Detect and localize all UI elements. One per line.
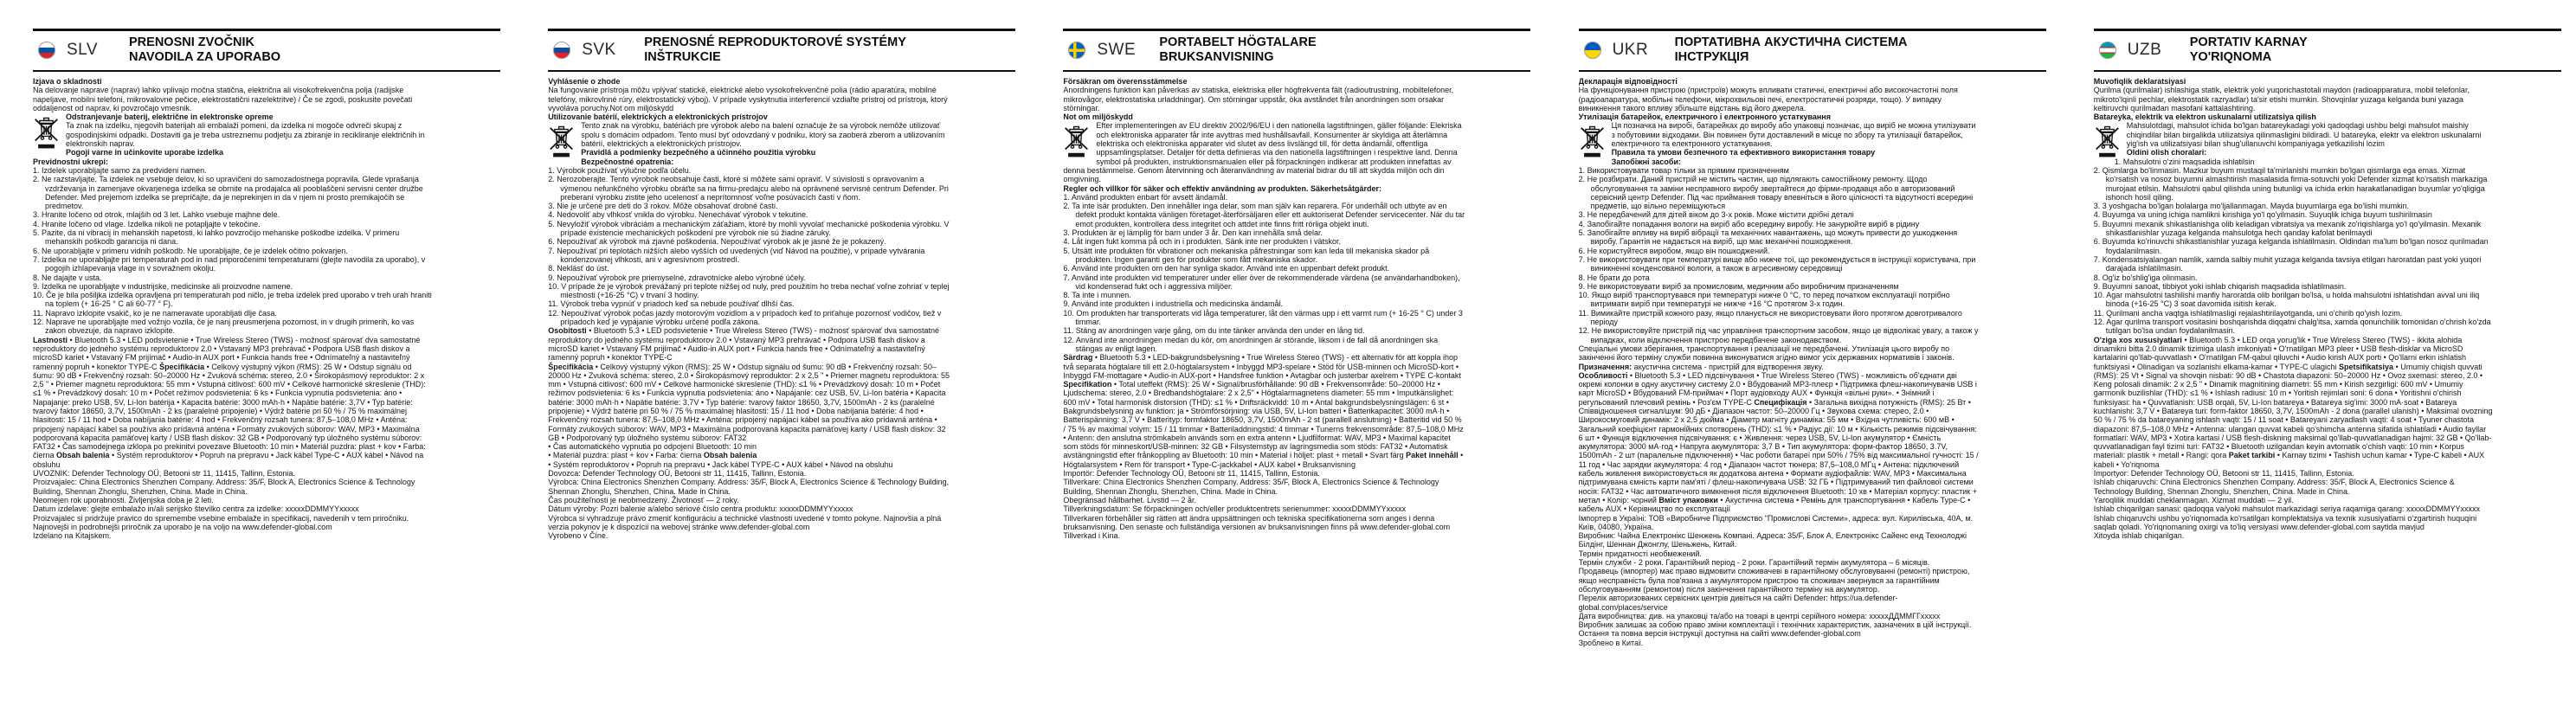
paragraph: Särdrag • Bluetooth 5.3 • LED-bakgrundsbelysning • True Wireless Stereo (TWS) - ett alternativ för att koppla ihop två separata högtalare till ett 2.0-högtalarsystem • Inbyggd MP3-spelare • Stöd för USB-minnen och MicroSD-kort • Inbyggd FM-mottagare • Audio-in AUX-port • Handsfree funktion • Avtagbar och justerbar axelrem • TYPE C-kontakt Specifikation • Total uteffekt (RMS): 25 W • Signal/brusförhållande: 90 dB • Frekvensområde: 50–20000 Hz • Ljudschema: stereo, 2.0 • Bredbandshögtalare: 2 x 2,5" • Högtalarmagnetens diameter: 55 mm • Imputkänslighet: 600 mV • Total harmonisk distorsion (THD): ≤1 % • Driftsräckvidd: 10 m • Antal bakgrundsbelysningslägen: 6 st • Bakgrundsbelysning av funktion: ja • Strömförsörjning: via USB, 5V, Li-Ion batteri • Batterikapacitet: 3000 mA·h • Batterispänning: 3,7 V • Batterityp: formfaktor 18650, 3,7V, 1500mAh - 2 st (parallell anslutning) • Batteritid vid 50 % / 75 % av maximal volym: 15 / 11 timmar • Batteriladdningstid: 4 timmar • Tunerns frekvensområde: 87,5–108,0 MHz • Antenn: den anslutna strömkabeln används som en extra antenn • Ljudfilformat: WAV, MP3 • Maximal kapacitet som stöds för minneskort/USB-minnen: 32 GB • Filsystemstyp av lagringsmedia som stöds: FAT32 • Automatisk avstängningstid efter frånkoppling av Bluetooth: 10 min • Material i höljet: plast + metall • Svart färg Paket innehåll • Högtalarsystem • Rem för transport • Type-C-jackkabel • AUX kabel • Bruksanvisning (1063, 353, 1464, 469)
weee-paragraph: Tento znak na výrobku, batériách pre výrobok alebo na balení označuje že sa výrobok nemôže utilizovať spolu s domácim odpadom. Tento musí byť odovzdaný v podniku, ktorý sa zaoberá zberom a utilizovaním batérií, elektrických a elektronických prístrojov. Pravidlá a podmienky bezpečného a účinného použitia výrobku Bezpečnostné opatrenia: (548, 121, 950, 165)
slovenia-flag-icon (38, 42, 55, 59)
paragraph: Перелік авторизованих сервісних центрів дивіться на сайті Defender: https://ua.defender-global.com/places/service (1578, 594, 1898, 612)
weee-bin-icon (2095, 122, 2120, 162)
paragraph: • Systém reproduktorov • Popruh na prepravu • Jack kábel TYPE-C • AUX kábel • Návod na obsluhu (548, 459, 893, 469)
list-item: 6. Använd inte produkten om den har synliga skador. Använd inte en uppenbart defekt produkt. (1063, 264, 1390, 273)
language-code: UKR (1612, 41, 1649, 59)
list-item: 9. Använd inte produkten i industriella och medicinska ändamål. (1063, 299, 1284, 309)
ukraine-flag-icon (1584, 42, 1601, 59)
list-item: 12. Använd inte anordningen medan du kör, om anordningen är störande, liksom i de fall då anordningen ska stängas av enligt lagen. (1063, 335, 1439, 353)
paragraph: Дата виробництва: див. на упаковці та/або на товарі в центрі серійного номера: xxxxxДДММГГxxxxx (1578, 611, 1941, 620)
header-bottom-divider (1063, 70, 1530, 73)
paragraph: Na delovanje naprave (naprav) lahko vplivajo močna statična, električna ali visokofrekvenčna polja (radijske napeljave, mobilni telefoni, mikrovalovne pečice, elektrostatični razelektritve) / Če se zgodi, poskusite povečati oddaljenost od naprav, ki povzročajo vmesnik. (33, 86, 413, 112)
column-ukr (1546, 0, 2061, 726)
paragraph: Qurilma (qurilmalar) ishlashiga statik, elektrik yoki yuqorichastotali maydon (radioapparatura, mobil telefonlar, mikroto'lqinli pechlar, elektrostatik razryadlar) ta'sir etishi mumkin. Shovqinlar yuzaga kelganda buni yazaga keltiruvchi qurilmadan masofani kattalashtiring. (2093, 86, 2470, 112)
weee-bin-icon (34, 113, 59, 153)
document-subtitle: BRUKSANVISNING (1159, 50, 1274, 64)
list-item: 11. Stäng av anordningen varje gång, om du inte tänker använda den under en lång tid. (1063, 326, 1365, 336)
column-body (548, 77, 950, 540)
paragraph: Виробник: Чайна Електронікс Шенжень Компані. Адреса: 35/F, Блок А, Електронікс Сайенс енд Технолоджі Білдінг, Шеннан Джонглу, Шеньжень, Китай. (1578, 531, 1967, 549)
paragraph: Yaroqlilik muddati cheklanmagan. Xizmat muddati — 2 yil. (2093, 495, 2294, 504)
list-item: 4. Buyumga va uning ichiga namlikni kirishiga yo'l qo'yilmasin. Suyuqlik ichiga buyum tushirilmasin (2093, 210, 2432, 220)
header-bottom-divider (2094, 70, 2561, 73)
list-item: 9. Izdelka ne uporabljajte v industrijske, medicinske ali proizvodne namene. (33, 281, 293, 291)
list-item: 1. Výrobok používať výlučne podľa účelu. (548, 165, 692, 175)
paragraph: Čas použiteľnosti je neobmedzený. Životnosť — 2 roky. (548, 495, 739, 504)
paragraph: Anordningens funktion kan påverkas av statiska, elektriska eller högfrekventa fält (radioutrustning, mobiltelefoner, mikrovågor, elektrostatiska urladdningar). Om störningar uppstår, öka avståndet från anordningen som orsakar störningar. (1063, 86, 1454, 112)
document-subtitle: NAVODILA ZA UPORABO (129, 50, 281, 64)
column-header (1579, 31, 2046, 70)
column-slv (0, 0, 515, 726)
paragraph: На функціонування пристрою (пристроїв) можуть впливати статичні, електричні або високочастотні поля (радіоапаратура, мобільні телефони, мікрохвильові печі, електростатичні розряди, тощо). У випадку виникнення такого впливу збільште відстань від його джерела. (1578, 86, 1958, 112)
paragraph: Ishlab chiqaruvchi: China Electronics Shenzhen Company. Address: 35/F, Block A, Electronics Science & Technology Building, Shennan Zhonglu, Shenzhen, China. Made in China. (2093, 478, 2455, 496)
header-bottom-divider (548, 70, 1015, 73)
list-item: 12. Не використовуйте пристрій під час управління транспортним засобом, якщо це відволікає увагу, а також у випадках, коли відключення пристрою передбачене законодавством. (1578, 326, 1979, 344)
list-item: 10. Če je bila pošiljka izdelka opravljena pri temperaturah pod ničlo, je treba izdelek pred uporabo v treh urah hraniti na toplem (+ 16-25 ° C ali 60-77 ° F). (33, 291, 432, 309)
paragraph: Остання та повна версія інструкції доступна на сайті www.defender-global.com (1578, 629, 1861, 639)
list-item: 3. Hranite ločeno od otrok, mlajših od 3 let. Lahko vsebuje majhne dele. (33, 210, 280, 220)
list-item: 9. Buyumni sanoat, tibbiyot yoki ishlab chiqarish maqsadida ishlatilmasin. (2093, 281, 2347, 291)
list-item: 4. Запобігайте попадання вологи на виріб або всередину виробу. Не занурюйте виріб в рідину (1578, 219, 1920, 228)
list-item: 7. Nepoužívať pri teplotách nižších alebo vyšších od uvedených (viď Návod na použitie), v prípade vytvárania kondenzovanej vlhkosti, ani v agresívnom prostredí. (548, 246, 925, 264)
list-item: 1. Använd produkten enbart för avsett ändamål. (1063, 192, 1227, 202)
product-title: ПОРТАТИВНА АКУСТИЧНА СИСТЕМА (1674, 35, 1908, 49)
product-title: PRENOSNI ZVOČNIK (129, 35, 255, 49)
section-heading: Izjava o skladnosti (33, 77, 102, 86)
product-title: PORTABELT HÖGTALARE (1159, 35, 1317, 49)
list-item: 11. Вимикайте пристрій кожного разу, якщо планується не використовувати його протягом довготривалого періоду (1578, 308, 1962, 327)
list-item: 2. Ta inte isär produkten. Den innehåller inga delar, som man själv kan reparera. För underhåll och utbyte av en defekt produkt kontakta vänligen företaget-återförsäljaren eller ett auktoriserat Defender servicecenter. När du tar emot produkten, kontrollera dess integritet och attdet inte finns fritt rörliga objekt inuti. (1063, 202, 1465, 228)
column-body (2094, 77, 2496, 540)
title-block (644, 35, 906, 66)
column-body (1579, 77, 1980, 647)
list-item: 2. Qismlarga bo'linmasin. Mazkur buyum mustaqil ta'mirlanishi mumkin bo'lgan qismlarga ega emas. Xizmat ko'rsatish va nosoz buyumni almashtirish masalasida firma-sotuvchi yoki Defender xizmat ko'rsatish markaziga murojaat etilsin. Mahsulotni qabul qilishda uning butunligi va ichida erkin harakatlanadigan buyumlar yo'qligiga ishonch hosil qiling. (2093, 165, 2488, 202)
list-item: 3. Не передбачений для дітей віком до 3-х років. Може містити дрібні деталі (1578, 210, 1854, 220)
language-code: SVK (582, 41, 616, 59)
list-item: 6. Не користуйтеся виробом, якщо він пошкоджений. (1578, 246, 1770, 255)
paragraph: Importör: Defender Technology OÜ, Betooni str 11, 11415, Tallinn, Estonia. (1063, 469, 1320, 479)
paragraph: Proizvajalec si pridržuje pravico do spremembe vsebine embalaže in specifikacij, navedenih v tem priročniku. Najnovejši in podrobnejši priročnik za uporabo je na voljo na www.defender-global.com (33, 513, 409, 531)
list-item: 5. Запобігайте впливу на виріб вібрації та механічних навантажень, що можуть привести до ушкодження виробу. Гарантія не надається на виріб, що має механічні пошкодження. (1578, 228, 1958, 247)
paragraph: Призначення: акустична система - пристрій для відтворення звуку. (1578, 362, 1824, 371)
column-header (1063, 31, 1530, 70)
language-code: SWE (1097, 41, 1137, 59)
list-item: 12. Naprave ne uporabljajte med vožnjo vozila, če je nanj preusmerjena pozornost, in v drugih primerih, ko vas zakon obvezuje, da napravo izklopite. (33, 318, 415, 336)
list-item: 3. Produkten är ej lämplig för barn under 3 år. Den kan innehålla små delar. (1063, 228, 1323, 238)
document-subtitle: ІНСТРУКЦІЯ (1674, 50, 1749, 64)
list-item: 11. Napravo izklopite vsakič, ko je ne nameravate uporabljati dlje časa. (33, 308, 277, 318)
section-heading: Декларація відповідності (1578, 77, 1678, 86)
paragraph: Izdelano na Kitajskem. (33, 531, 112, 541)
list-item: 2. Ne razstavljajte. Ta izdelek ne vsebuje delov, ki so upravičeni do samozadostnega popravila. Glede vprašanja vzdrževanja in zamenjave okvarjenega izdelka se obrnite na prodajalca ali pooblaščeni servisni center družbe Defender. Med prejemom izdelka se prepričajte, da je neprekinjen in da v njem ni prosto premikajočih se predmetov. (33, 175, 423, 211)
list-item: 8. Ne dajajte v usta. (33, 273, 102, 282)
header-bottom-divider (33, 70, 500, 73)
header-bottom-divider (1579, 70, 2046, 73)
list-item: 3. 3 yoshgacha bo'lgan bolalarga mo'ljallanmagan. Mayda buyumlarga ega bo'lishi mumkin. (2093, 202, 2410, 211)
list-item: 8. Neklásť do úst. (548, 264, 609, 273)
section-heading: Vyhlásenie o zhode (548, 77, 621, 86)
title-block (1159, 35, 1316, 66)
list-item: 12. Nepoužívať výrobok počas jazdy motorovým vozidlom a v prípadoch keď to priťahuje pozornosť vodičov, tiež v prípadoch keď je vypájanie výrobku určené podľa zákona. (548, 308, 942, 327)
paragraph: Виробник залишає за собою право зміни комплектації і технічних характеристик, зазначених в цій інструкції. (1578, 620, 1972, 630)
section-heading: Утилізація батарейок, електричного і електронного устаткування (1578, 112, 1831, 122)
uzbekistan-flag-icon (2099, 42, 2116, 59)
paragraph: Tillverkare: China Electronics Shenzhen Company. Address: 35/F, Block A, Electronics Science & Technology Building, Shennan Zhonglu, Shenzhen, China. Made in China. (1063, 478, 1439, 496)
title-block (2190, 35, 2308, 66)
section-heading: Muvofiqlik deklaratsiyasi (2093, 77, 2186, 86)
paragraph: Osobitosti • Bluetooth 5.3 • LED podsvietenie • True Wireless Stereo (TWS) - možnosť spárovať dva samostatné reproduktory do jedného systému reproduktorov 2.0 • Vstavaný MP3 prehrávač • Podpora USB flash diskov a microSD kariet • Vstavaný FM prijímač • Audio-in AUX port • Funkcia hands free • Odnímateľný a nastaviteľný ramenný popruh • konektor TYPE-C (548, 326, 940, 363)
paragraph: Спеціальні умови зберігання, транспортування і реалізації не передбачені. Утилізація цього виробу по закінченні його терміну служби повинна виконуватися згідно вимог усіх державних нормативів і законів. (1578, 344, 1955, 363)
weee-paragraph: Odstranjevanje baterij, električne in elektronske opreme Ta znak na izdelku, njegovih baterijah ali embalaži pomeni, da izdelka ni mogoče odvreči skupaj z gospodinjskimi odpadki. Dostaviti ga je treba ustreznemu podjetju za zbiranje in recikliranje električnih in elektronskih naprav. Pogoji varne in učinkovite uporabe izdelka (33, 112, 435, 157)
product-title: PRENOSNÉ REPRODUKTOROVÉ SYSTÉMY (644, 35, 906, 49)
list-item: 10. Якщо виріб транспортувався при температурі нижче 0 °С, то перед початком експлуатації потрібно витримати виріб при температурі не нижче +16 °С протягом 3-х годин. (1578, 291, 1950, 309)
paragraph: • Čas automatického vypnutia po odpojení Bluetooth: 10 min (548, 442, 757, 452)
paragraph: Tillverkaren förbehåller sig rätten att ändra uppsättningen och tekniska specifikationerna som anges i denna bruksanvisning. Den senaste och fullständiga versionen av bruksanvisningen finns på www.defender-global.com (1063, 513, 1451, 531)
list-item: 8. Ta inte i munnen. (1063, 291, 1131, 300)
column-svk (515, 0, 1030, 726)
list-item: 2. Не розбирати. Даний пристрій не містить частин, що підлягають самостійному ремонту. Щодо обслуговування та заміни несправного виробу звертайтеся до фірми-продавця або в авторизований сервісний центр Defender. Під час приймання товару впевніться в його цілісності та відсутності всередині предметів, що вільно переміщуються (1578, 175, 1974, 211)
list-item: 4. Låt ingen fukt komma på och in i produkten. Sänk inte ner produkten i vätskor. (1063, 237, 1342, 247)
paragraph: UVOZNIK: Defender Technology OÜ, Betooni str 11, 11415, Tallinn, Estonia. (33, 469, 295, 479)
list-item: 1. Mahsulotni o'zini maqsadida ishlatilsin (2114, 157, 2255, 166)
column-header (33, 31, 500, 70)
paragraph: Výrobca: China Electronics Shenzhen Company. Address: 35/F, Block A, Electronics Science & Technology Building, Shennan Zhonglu, Shenzhen, China. Made in China. (548, 478, 950, 496)
paragraph: Špecifikácia • Celkový výstupný výkon (RMS): 25 W • Odstup signálu od šumu: 90 dB • Frekvenčný rozsah: 50–20000 Hz • Zvuková schéma: stereo, 2.0 • Širokopásmový reproduktor: 2 x 2,5 " • Priemer magnetu reproduktora: 55 mm • Vstupná citlivosť: 600 mV • Celkové harmonické skreslenie (THD): ≤1 % • Prevádzkový dosah: 10 m • Počet režimov podsvietenia: 6 ks • Funkcia vypnutia podsvietenia: áno • Napájanie: cez USB, 5V, Li-Ion batéria • Kapacita batérie: 3000 mAh·h • Napätie batérie: 3,7V • Typ batérie: tvarový faktor 18650, 3,7V, 1500mAh - 2 ks (paralelné pripojenie) • Výdrž batérie pri 50 % / 75 % maximálnej hlasitosti: 15 / 11 hod • Doba nabíjania batérie: 4 hod • Frekvenčný rozsah tunera: 87,5–108,0 MHz • Anténa: pripojený napájací kábel sa používa ako prídavná anténa • Formáty zvukových súborov: WAV, MP3 • Maximálna podporovaná kapacita pamäťovej karty / USB flash diskov: 32 GB • Podporovaný typ úložného systému súborov: FAT32 (548, 362, 950, 442)
slovakia-flag-icon (553, 42, 570, 59)
paragraph: Ishlab chiqaruvchi ushbu yo'riqnomada ko'rsatilgan komplektatsiya va texnik xususiyatlarni o'zgartirish huquqini saqlab qoladi. Yo'riqnomaning oxirgi va to'liq versiyasi www.defender-global.com saytida mavjud (2093, 513, 2477, 531)
column-swe (1030, 0, 1545, 726)
list-item: 5. Utsätt inte produkten för vibrationer och mekaniska påfrestningar som kan leda till mekaniska skador på produkten. Ingen garanti ges för produkter som fått mekaniska skador. (1063, 246, 1430, 264)
language-code: SLV (67, 41, 99, 59)
paragraph: Tillverkad i Kina. (1063, 531, 1121, 541)
list-item: 7. Använd inte produkten vid temperaturer under eller över de rekommenderade värdena (se användarhandboken), vid kondenserad fukt och i aggressiva miljöer. (1063, 273, 1460, 291)
weee-paragraph: Mahsulotdagi, mahsulot ichida bo'lgan batareykadagi yoki qadoqdagi ushbu belgi mahsulot maishiy chiqindilar bilan birgalikda utilizatsiya qilinmasligini bildiradi. U batareyka, elektr va elektron uskunalarni yig'ish va utilizatsiyasi bilan shug'ullanuvchi kompaniyaga yetkazilishi lozim Oldini olish choralari: (2094, 121, 2496, 157)
list-item: 9. Не використовувати виріб за промисловим, медичним або виробничим призначенням (1578, 281, 1899, 291)
list-item: 1. Використовувати товар тільки за прямим призначенням (1578, 165, 1789, 175)
list-item: 2. Nerozoberajte. Tento výrobok neobsahuje časti, ktoré si môžete sami opraviť. V súvislosti s opravovaním a výmenou nefunkčného výrobku obráťte sa na firmu-predajcu alebo na oprávnené servisné centrum Defender. Pri preberaní výrobku zistite jeho ucelenosť a neprítomnosť voľne posúvacích častí v ňom. (548, 175, 949, 202)
paragraph: Na fungovanie prístroja môžu vplývať statické, elektrické alebo vysokofrekvenčné polia (rádio aparatúra, mobilné telefóny, mikrovlnné rúry, elektrostatický výboj). V prípade vyskytnutia interferencií vzdiaľte prístroj od prístroja, ktorý vyvoláva poruchy.Not om miljöskydd (548, 86, 948, 112)
weee-paragraph: Efter implementeringen av EU direktiv 2002/96/EU i den nationella lagstiftningen, gäller följande: Elekriska och elektroniska apparater får inte avyttras med hushållsavfall. Konsumenter är skyldiga att återlämna elektriska och elektroniska apparater vid slutet av dess livslängd till, för detta ändamål, offentliga uppsamlingsplatser. Detaljer för detta definieras via den nationella lagstiftningen i respektive land. Denna symbol på produkten, instruktionsmanualen eller på förpackningen indikerar att produkten innefattas av denna bestämmelse. Genom återvinning och återanvändning av material bidrar du till att skydda miljön och din omgivning. (1063, 121, 1462, 184)
paragraph: Термін служби - 2 роки. Гарантійний період - 2 роки. Гарантійний термін акумулятора – 6 місяців. (1578, 558, 1930, 568)
document-subtitle: INŠTRUKCIE (644, 50, 721, 64)
list-item: 1. Izdelek uporabljajte samo za predvideni namen. (33, 165, 207, 175)
paragraph: Ishlab chiqarilgan sanasi: qadoqqa va/yoki mahsulot markazidagi seriya raqamiga qarang: xxxxxDDMMYYxxxxx (2093, 504, 2480, 514)
paragraph: Продавець (імпортер) має право відмовити споживачеві в гарантійному обслуговуванні (ремонті) пристрою, якщо несправність була пов'язана з акумулятором пристрою та споживач звернувся за гарантійним обслуговуванням (ремонтом) після закінчення гарантійного терміну на акумулятор. (1578, 567, 1970, 594)
weee-bin-icon (1064, 122, 1089, 162)
list-item: 5. Nevyložiť výrobok vibráciám a mechanickým záťažiam, ktoré by mohli vyvolať mechanické poškodenia výrobku. V prípade existencie mechanických poškodení pre výrobok nie sú žiadne záruky. (548, 219, 950, 238)
section-heading: Not om miljöskydd (1063, 112, 1133, 122)
list-item: 5. Buyumni mexanik shikastlanishga olib keladigan vibratsiya va mexanik zo'riqishlarga yo'l qo'yilmasin. Mexanik shikastlanishlar yuzaga kelganda mahsulotga hech qanday kafolat berilmaydi (2093, 219, 2482, 238)
weee-bin-icon (549, 122, 574, 162)
list-item: 9. Nepoužívať výrobok pre priemyselné, zdravotnícke alebo výrobné účely. (548, 273, 806, 282)
list-item: 8. Не брати до рота (1578, 273, 1650, 282)
paragraph: Neomejen rok uporabnosti. Življenjska doba je 2 leti. (33, 495, 214, 504)
language-code: UZB (2127, 41, 2162, 59)
section-heading: Previdnostni ukrepi: (33, 157, 109, 166)
column-header (548, 31, 1015, 70)
paragraph: Dovozca: Defender Technology OÜ, Betooni str 11, 11415, Tallinn, Estonia. (548, 469, 807, 479)
list-item: 8. Og'iz bo'shlig'iga olinmasin. (2093, 273, 2198, 282)
list-item: 6. Ne uporabljajte v primeru vidnih poškodb. Ne uporabljajte, če je izdelek očitno pokvarjen. (33, 246, 348, 255)
list-item: 6. Nepoužívať ak výrobok má zjavné poškodenia. Nepoužívať výrobok ak je jasné že je pokazený. (548, 237, 886, 247)
list-item: 3. Nie je určené pre deti do 3 rokov. Môže obsahovať drobné časti. (548, 202, 778, 211)
title-block (1675, 35, 1908, 66)
list-item: 10. Agar mahsulotni tashilishi manfiy haroratda olib borilgan bo'lsa, u holda mahsulotni ishlatishdan avval uni iliq binoda (+16-25 °C) 3 soat davomida isitish kerak. (2093, 291, 2480, 309)
paragraph: Vyrobeno v Číne. (548, 531, 609, 541)
product-title: PORTATIV KARNAY (2189, 35, 2308, 49)
list-item: 7. Kondensatsiyalangan namlik, xamda salbiy muhit yuzaga kelganda tavsiya etilgan haroratdan past yoki yuqori darajada ishlatilmasin. (2093, 254, 2482, 273)
paragraph: Lastnosti • Bluetooth 5.3 • LED podsvietenie • True Wireless Stereo (TWS) - možnosť spárovať dva samostatné reproduktory do jedného systému reproduktorov 2.0 • Vstavaný MP3 prehrávač • Podpora USB flash diskov a microSD kariet • Vstavaný FM prijímač • Audio-in AUX port • Funkcia hands free • Odnímateľný a nastaviteľný ramenný popruh • konektor TYPE-C Špecifikácia • Celkový výstupný výkon (RMS): 25 W • Odstup signálu od šumu: 90 dB • Frekvenčný rozsah: 50–20000 Hz • Zvuková schéma: stereo, 2.0 • Širokopásmový reproduktor: 2 x 2,5 " • Priemer magnetu reproduktora: 55 mm • Vstupná citlivosť: 600 mV • Celkové harmonické skreslenie (THD): ≤1 % • Prevádzkový dosah: 10 m • Počet režimov podsvietenia: 6 ks • Funkcia vypnutia podsvietenia: áno • Napajanje: preko USB, 5V, Li-Ion batérija • Kapacita batérie: 3000 mAh·h • Napätie batérie: 3,7V • Typ batérie: tvarový faktor 18650, 3,7V, 1500mAh - 2 ks (paralelné pripojenie) • Výdrž batérie pri 50 % / 75 % maximálnej hlasitosti: 15 / 11 hod • Doba nabíjania batérie: 4 hod • Frekvenčný rozsah tunera: 87,5–108,0 MHz • Anténa: pripojený napájací kábel sa používa ako prídavná anténa • Formáty zvukových súborov: WAV, MP3 • Maximálna podporovaná kapacita pamäťovej karty / USB flash diskov: 32 GB • Podporovaný typ úložného systému súborov: FAT32 • Čas samodejnega izklopa po prekinitvi povezave Bluetooth: 10 min • Materiál puzdra: plast + kov • Farba: čierna Obsah balenia • Systém reproduktorov • Popruh na prepravu • Jack kábel Type-C • AUX kábel • Návod na obsluhu (33, 335, 426, 469)
sweden-flag-icon (1068, 42, 1085, 59)
column-header (2094, 31, 2561, 70)
list-item: 7. Не використовувати при температурі вище або нижче тої, що рекомендується в інструкції користувача, при виникненні конденсованої вологи, а також в агресивному середовищі (1578, 254, 1976, 273)
list-item: 11. Výrobok treba vypnúť v priadoch keď sa nebude používať dlhší čas. (548, 299, 795, 309)
list-item: 7. Izdelka ne uporabljajte pri temperaturah pod in nad priporočenimi temperaturami (glejte navodila za uporabo), v pogojih izhlapevanja vlage in v sovražnem okolju. (33, 254, 426, 273)
paragraph: Importyor: Defender Technology OÜ, Betooni str 11, 11415, Tallinn, Estonia. (2093, 469, 2354, 479)
paragraph: Obegränsad hållbarhet. Livstid — 2 år. (1063, 495, 1196, 504)
section-heading: Utilizovanie batérií, elektrických a elektronických prístrojov (548, 112, 768, 122)
title-block (129, 35, 280, 66)
paragraph: Proizvajalec: China Electronics Shenzhen Company. Address: 35/F, Block A, Electronics Science & Technology Building, Shennan Zhonglu, Shenzhen, China. Made in China. (33, 478, 415, 496)
weee-paragraph: Ця позначка на виробі, батарейках до виробу або упаковці позначає, що виріб не можна утилізувати з побутовими відходами. Він повинен бути доставлений в місце по збору та утилізації батарейок, електричного та електронного устаткування. Правила та умови безпечного та ефективного використання товару Запобіжні засоби: (1579, 121, 1980, 165)
paragraph: Dátum výroby: Pozri balenie a/alebo sériové číslo centra produktu: xxxxxDDMMYYxxxxx (548, 504, 853, 514)
paragraph: Datum izdelave: glejte embalažo in/ali serijsko številko centra za izdelke: xxxxxDDMMYYxxxxx (33, 504, 359, 514)
list-item: 6. Buyumda ko'rinuvchi shikastlanishlar yuzaga kelganda ishlatilmasin. Oldindan ma'lum bo'lgan nosoz qurilmadan foydalanilmasin. (2093, 237, 2489, 255)
paragraph: O'ziga xos xususiyatlari • Bluetooth 5.3 • LED orqa yorug'lik • True Wireless Stereo (TWS) - ikkita alohida dinamikni bitta 2.0 dinamik tizimiga ulash imkoniyati • O'rnatilgan MP3 pleer • USB flesh-disklar va MicroSD kartalarini qo'llab-quvvatlash • O'rnatilgan FM-qabul qiluvchi • Audio kirish AUX porti • Qo'llarni erkin ishlatish funktsiyasi • Olinadigan va sozlanishi elkama-kamar • TYPE-C ulagichi Spetsifikatsiya • Umumiy chiqish quvvati (RMS): 25 Vt • Signal va shovqin nisbati: 90 dB • Chastota diapazoni: 50–20000 Hz • Ovoz sxemasi: stereo, 2.0 • Keng polosali dinamik: 2 x 2,5 " • Dinamik magnitining diametri: 55 mm • Kirish sezgirligi: 600 mV • Umumiy garmonik buzilishlar (THD): ≤1 % • Ishlash radiusi: 10 m • Yoritish rejimlari soni: 6 dona • Yoritishni o'chirish funksiyasi: ha • Quvvatlanish: USB orqali, 5V, Li-Ion batareya • Batareya sig'imi: 3000 mA·soat • Batareya kuchlanishi: 3,7 V • Batareya turi: form-faktor 18650, 3,7V, 1500mAh - 2 dona (parallel ulanish) • Maksimal ovozning 50 % / 75 % da batareyaning ishlash vaqti: 15 / 11 soat • Batareyani zaryadlash vaqti: 4 soat • Tyuner chastota diapazoni: 87,5–108,0 MHz • Antenna: ulangan quvvat kabeli qo'shimcha antenna sifatida ishlatiladi • Audio fayllar formatlari: WAV, MP3 • Xotira kartasi / USB flesh-diskning maksimal qo'llab-quvvatlanadigan hajmi: 32 GB • Qo'llab-quvvatlanadigan fayl tizimi turi: FAT32 • Bluetooth uzilgandan keyin avtomatik o'chish vaqti: 10 min • Korpus materiali: plastik + metall • Rangi: qora Paket tarkibi • Karnay tizimi • Tashish uchun kamar • Type-C kabeli • AUX kabeli • Yo'riqnoma (2093, 335, 2493, 469)
list-item: 4. Nedovoliť aby vlhkosť vnikla do výrobku. Nenechávať výrobok v tekutine. (548, 210, 808, 220)
list-item: 5. Pazite, da ni vibracij in mehanskih napetosti, ki lahko povzročijo mehanske poškodbe izdelka. V primeru mehanskih poškodb garancija ni dana. (33, 228, 400, 247)
list-item: 11. Qurilmani ancha vaqtga ishlatilmasligi rejalashtirilayotganda, uni o'chirib qo'yish lozim. (2093, 308, 2403, 318)
paragraph: Імпортер в Україні: ТОВ «Виробниче Підприємство "Промислові Системи», адреса: вул. Кирилівська, 40А, м. Київ, 04080, Україна. (1578, 513, 1974, 531)
list-item: 4. Hranite ločeno od vlage. Izdelka nikoli ne potapljajte v tekočine. (33, 219, 261, 228)
column-uzb (2061, 0, 2576, 726)
list-item: 12. Agar qurilma transport vositasini boshqarishda diqqatni chalg'itsa, xamda qonunchilik tomonidan o'chrish ko'zda tutilgan bo'lsa undan foydalanilmasin. (2093, 318, 2491, 336)
paragraph: Зроблено в Китаї. (1578, 638, 1644, 647)
document-subtitle: YO'RIQNOMA (2189, 50, 2272, 64)
paragraph: • Materiál puzdra: plast + kov • Farba: čierna Obsah balenia (548, 451, 757, 460)
paragraph: Термін придатності необмежений. (1578, 549, 1702, 558)
section-heading: Regler och villkor för säker och effektiv användning av produkten. Säkerhetsåtgärder: (1063, 183, 1381, 193)
paragraph: Xitoyda ishlab chiqarilgan. (2093, 531, 2185, 541)
weee-bin-icon (1580, 122, 1605, 162)
paragraph: Výrobca si vyhradzuje právo zmeniť konfiguráciu a technické vlastnosti uvedené v tomto pokyne. Najnovšia a plná verzia pokynov je k dispozícii na webovej stránke www.defender-global.com (548, 513, 942, 531)
column-body (1063, 77, 1465, 540)
section-heading: Batareyka, elektrik va elektron uskunalarni utilizatsiya qilish (2093, 112, 2316, 122)
column-body (33, 77, 435, 540)
list-item: 10. Om produkten har transporterats vid låga temperaturer, låt den värmas upp i ett varmt rum (+ 16-25 ° C) under 3 timmar. (1063, 308, 1463, 327)
list-item: 10. V prípade že je výrobok prevážaný pri teplote nižšej od nuly, pred použitím ho treba nechať voľne zohriať v teplej miestnosti (+16-25 °C) v trvaní 3 hodiny. (548, 281, 950, 300)
paragraph: Tillverkningsdatum: Se förpackningen och/eller produktcentrets serienummer: xxxxxDDMMYYxxxxx (1063, 504, 1407, 514)
section-heading: Försäkran om överensstämmelse (1063, 77, 1188, 86)
paragraph: Особливості • Bluetooth 5.3 • LED підсвічування • True Wireless Stereo (TWS) - можливість об'єднати дві окремі колонки в одну акустичну систему 2.0 • Вбудований MP3-плеєр • Підтримка флеш-накопичувачів USB і карт MicroSD • Вбудований FM-приймач • Порт аудіовходу AUX • Функція «вільні руки». • Знімний і регульований плечовий ремінь • Роз'єм TYPE-C Специфікація • Загальна вихідна потужність (RMS): 25 Вт • Співвідношення сигнал/шум: 90 дБ • Діапазон частот: 50–20000 Гц • Звукова схема: стерео, 2.0 • Широкосмуговий динамік: 2 x 2,5 дюйма • Діаметр магніту динаміка: 55 мм • Вхідна чутливість: 600 мВ • Загальний коефіцієнт гармонійних спотворень (THD): ≤1 % • Радіус дії: 10 м • Кількість режимів підсвічування: 6 шт • Функція відключення підсвічування: є • Живлення: через USB, 5V, Li-Ion акумулятор • Ємність акумулятора: 3000 мА·год • Напруга акумулятора: 3,7 В • Тип акумулятора: форм-фактор 18650, 3.7V, 1500mAh - 2 шт (паралельне підключення) • Час роботи батареї при 50% / 75% від максимальної гучності: 15 / 11 год • Час зарядки акумулятора: 4 год • Діапазон частот тюнера: 87,5–108,0 МГц • Антена: підключений кабель живлення використовується як додаткова антена • Формати аудіофайлів: WAV, MP3 • Максимальна підтримувана ємність карти пам'яті / флеш-накопичувача USB: 32 ГБ • Підтримуваний тип файлової системи носія: FAT32 • Час автоматичного вимкнення після відключення Bluetooth: 10 хв • Матеріал корпусу: пластик + метал • Колір: чорний Вміст упаковки • Акустична система • Ремінь для транспортування • Кабель Type-C • кабель AUX • Керівництво по експлуатації (1578, 370, 1979, 514)
